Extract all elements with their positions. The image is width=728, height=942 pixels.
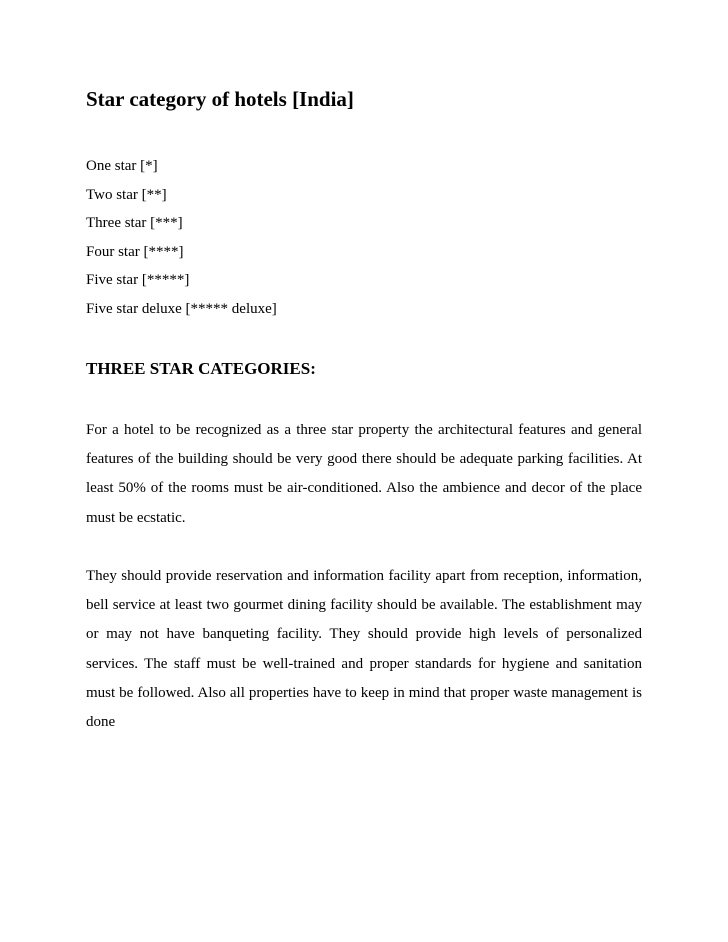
list-item: Five star [*****] <box>86 272 190 289</box>
paragraph-requirements: For a hotel to be recognized as a three star property the architectural features and general features of the building should be very good there should be adequate parking facilities. At least 50% of the rooms must be air-conditioned. Also the ambience and decor of the place must be ecstatic. <box>86 422 642 526</box>
document-title: Star category of hotels [India] <box>86 87 354 111</box>
section-heading: THREE STAR CATEGORIES: <box>86 359 316 378</box>
list-item: Five star deluxe [***** deluxe] <box>86 300 277 317</box>
list-item: One star [*] <box>86 158 158 174</box>
paragraph-services: They should provide reservation and information facility apart from reception, information, bell service at least two gourmet dining facility should be available. The establishment may or may not have banqueting facility. They should provide high levels of personalized services. The staff must be well-trained and proper standards for hygiene and sanitation must be followed. Also all properties have to keep in mind that proper waste management is done <box>86 568 642 731</box>
star-category-list <box>86 152 277 324</box>
list-item: Two star [**] <box>86 186 167 203</box>
list-item: Four star [****] <box>86 243 184 260</box>
list-item: Three star [***] <box>86 215 183 232</box>
